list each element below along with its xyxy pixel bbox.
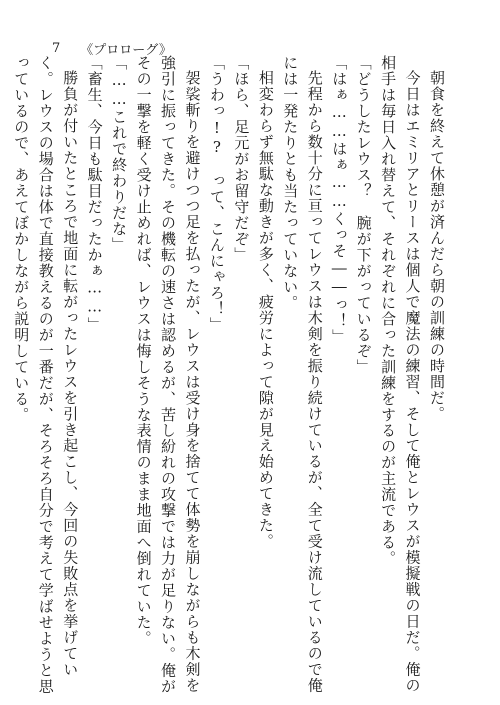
paragraph: 今日はエミリアとリースは個人で魔法の練習、そして俺とレウスが模擬戦の日だ。俺の相手は毎日入れ替えて、それぞれに合った訓練をするのが主流である。	[379, 55, 422, 694]
page-number: 7	[52, 40, 61, 56]
vertical-body-text	[12, 55, 449, 695]
paragraph: 「ほら、足元がお留守だぞ」	[232, 55, 251, 263]
paragraph: 先程から数十分に亘ってレウスは木剣を振り続けているが、全て受け流しているので俺には一発たりとも当たっていない。	[281, 55, 324, 694]
paragraph: 朝食を終えて休憩が済んだら朝の訓練の時間だ。	[428, 70, 446, 422]
paragraph: 袈裟斬りを避けつつ足を払ったが、レウスは受け身を捨てて体勢を崩しながらも木剣を強引に振ってきた。その機転の速さは認めるが、苦し紛れの攻撃では力が足りない。俺がその一撃を軽く受け止めれば、レウスは悔しそうな表情のまま地面へ倒れていた。	[134, 55, 202, 695]
paragraph: 相変わらず無駄な動きが多く、疲労によって隙が見え始めてきた。	[256, 70, 275, 550]
paragraph: 「うわっ!? って、こんにゃろ！」	[207, 55, 226, 333]
chapter-title: 《プロローグ》	[80, 42, 172, 58]
paragraph: 「はぁ……はぁ……くっそ――っ！」	[330, 55, 349, 345]
paragraph: 「どうしたレウス？ 腕が下がっているぞ」	[354, 55, 373, 375]
paragraph: 「……これで終わりだな」	[110, 55, 129, 253]
paragraph: 勝負が付いたところで地面に転がったレウスを引き起こし、今回の失敗点を挙げていく。レウスの場合は体で直接教えるのが一番だが、そろそろ自分で考えて学ばせようと思っているので、あえてぼかしながら説明している。	[12, 55, 80, 695]
paragraph: 「畜生、今日も駄目だったかぁ……」	[85, 55, 104, 333]
